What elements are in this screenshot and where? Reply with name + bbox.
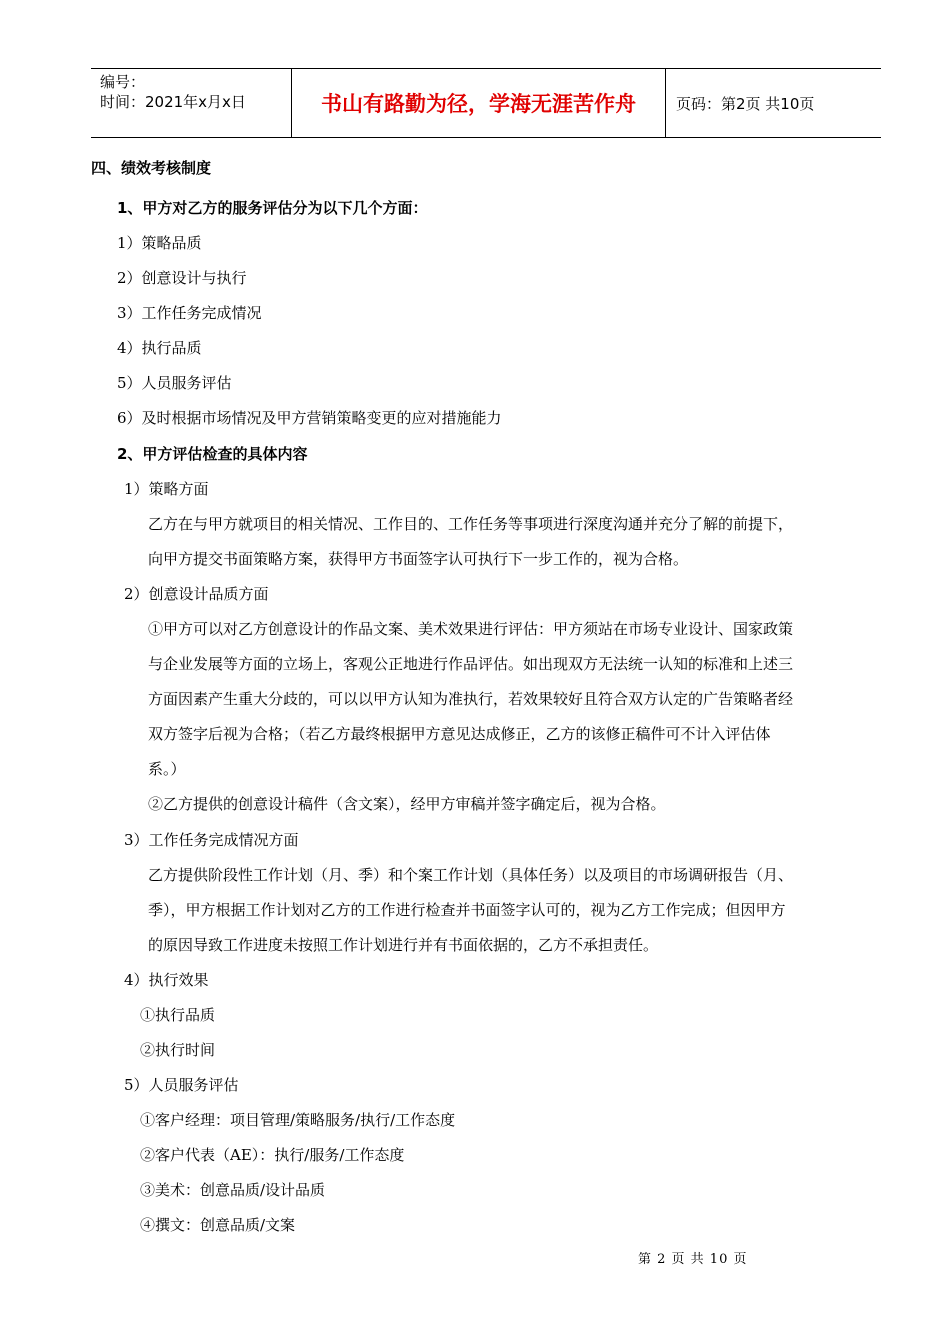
list-item: ④撰文：创意品质/文案 — [140, 1216, 296, 1234]
subsection-heading: 4）执行效果 — [124, 971, 209, 989]
paragraph-line: 乙方提供阶段性工作计划（月、季）和个案工作计划（具体任务）以及项目的市场调研报告（月、 — [148, 866, 794, 884]
subsection-heading: 2）创意设计品质方面 — [124, 585, 269, 603]
paragraph-line: 乙方在与甲方就项目的相关情况、工作目的、工作任务等事项进行深度沟通并充分了解的前提下， — [148, 515, 794, 533]
page-header — [91, 68, 881, 138]
page-footer: 第 2 页 共 10 页 — [638, 1252, 748, 1267]
part1-item: 1）策略品质 — [117, 234, 202, 252]
part1-title: 1、甲方对乙方的服务评估分为以下几个方面： — [117, 199, 428, 217]
paragraph-line: 系。） — [148, 760, 186, 778]
part1-item: 5）人员服务评估 — [117, 374, 232, 392]
paragraph-line: 方面因素产生重大分歧的，可以以甲方认知为准执行，若效果较好且符合双方认定的广告策略者经 — [148, 690, 794, 708]
list-item: ②客户代表（AE）：执行/服务/工作态度 — [140, 1146, 405, 1164]
section-title: 四、绩效考核制度 — [91, 159, 212, 177]
part2-title: 2、甲方评估检查的具体内容 — [117, 445, 308, 463]
header-motto: 书山有路勤为径，学海无涯苦作舟 — [292, 69, 666, 137]
paragraph-line: 双方签字后视为合格；（若乙方最终根据甲方意见达成修正，乙方的该修正稿件可不计入评估体 — [148, 725, 771, 743]
paragraph-line: ②乙方提供的创意设计稿件（含文案），经甲方审稿并签字确定后，视为合格。 — [148, 795, 666, 813]
part1-item: 2）创意设计与执行 — [117, 269, 247, 287]
header-meta — [91, 69, 292, 137]
part1-item: 3）工作任务完成情况 — [117, 304, 262, 322]
paragraph-line: 向甲方提交书面策略方案，获得甲方书面签字认可执行下一步工作的，视为合格。 — [148, 550, 689, 568]
list-item: ①客户经理：项目管理/策略服务/执行/工作态度 — [140, 1111, 456, 1129]
list-item: ①执行品质 — [140, 1006, 216, 1024]
paragraph-line: ①甲方可以对乙方创意设计的作品文案、美术效果进行评估：甲方须站在市场专业设计、国家政策 — [148, 620, 794, 638]
subsection-heading: 5）人员服务评估 — [124, 1076, 239, 1094]
subsection-heading: 3）工作任务完成情况方面 — [124, 831, 299, 849]
number-label: 编号： — [100, 73, 146, 91]
paragraph-line: 季），甲方根据工作计划对乙方的工作进行检查并书面签字认可的，视为乙方工作完成；但因甲方 — [148, 901, 786, 919]
paragraph-line: 与企业发展等方面的立场上，客观公正地进行作品评估。如出现双方无法统一认知的标准和上述三 — [148, 655, 794, 673]
part1-item: 4）执行品质 — [117, 339, 202, 357]
subsection-heading: 1）策略方面 — [124, 480, 209, 498]
time-label: 时间：2021年x月x日 — [100, 93, 246, 111]
header-page-label: 页码：第2页 共10页 — [676, 94, 815, 113]
list-item: ②执行时间 — [140, 1041, 216, 1059]
paragraph-line: 的原因导致工作进度未按照工作计划进行并有书面依据的，乙方不承担责任。 — [148, 936, 659, 954]
list-item: ③美术：创意品质/设计品质 — [140, 1181, 326, 1199]
part1-item: 6）及时根据市场情况及甲方营销策略变更的应对措施能力 — [117, 409, 502, 427]
